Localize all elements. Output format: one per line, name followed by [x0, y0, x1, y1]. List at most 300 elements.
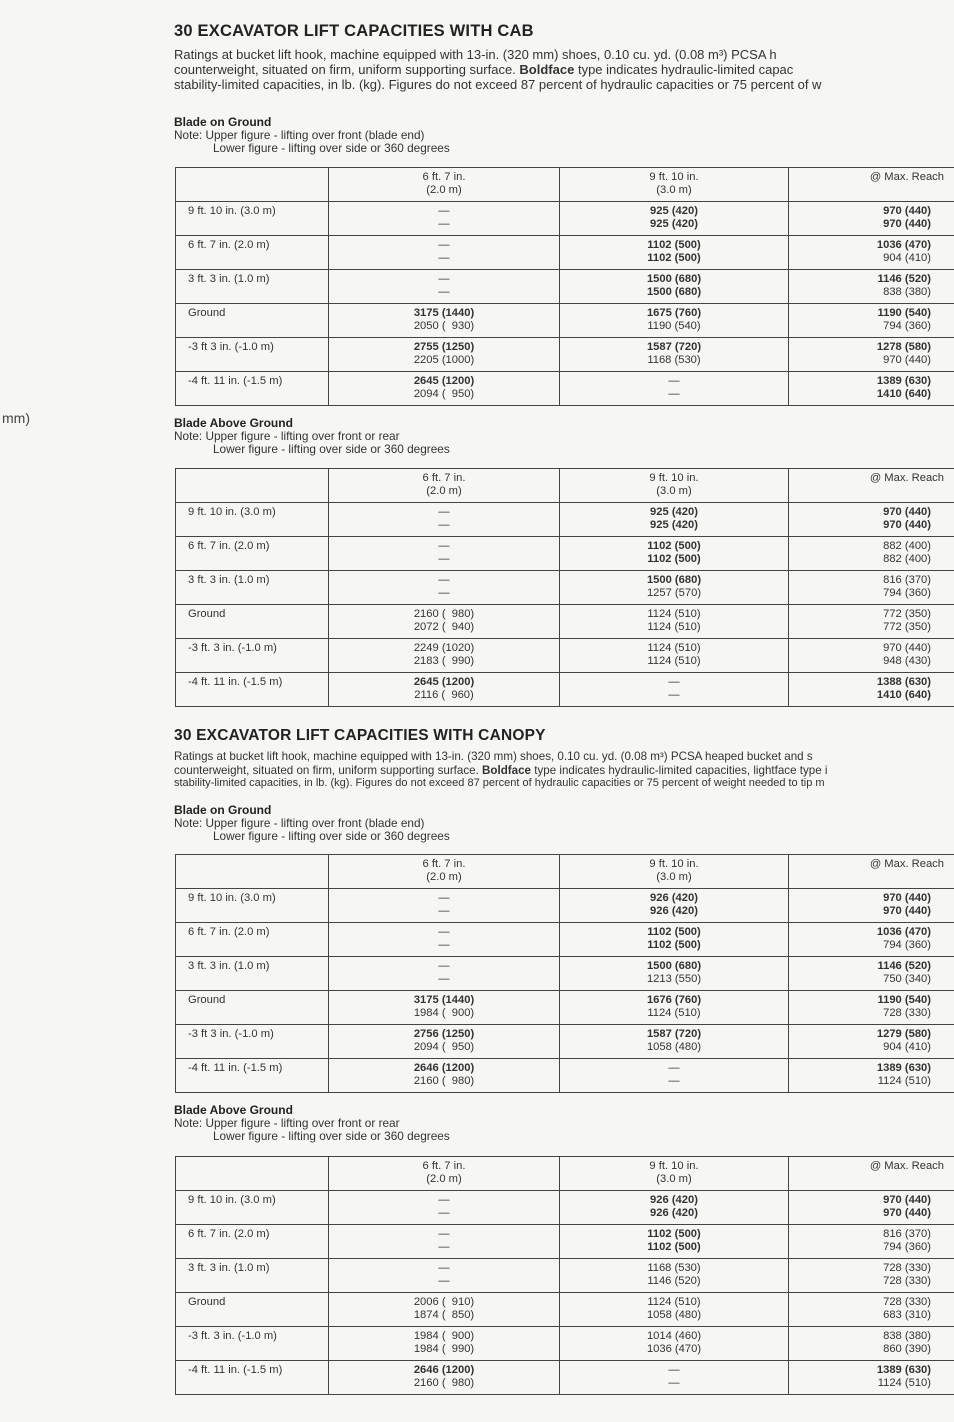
- table-row: [176, 304, 954, 338]
- header-cell-6ft7: [329, 168, 560, 202]
- row-height-label: [176, 270, 329, 304]
- table-note: Note: Upper figure - lifting over front (blade end) Lower figure - lifting over side or 360 degrees: [174, 816, 450, 843]
- capacity-value: 926 (420): [650, 1207, 698, 1219]
- capacity-value: 2756 (1250): [413, 1028, 475, 1040]
- value-cell-max-reach: [789, 202, 954, 236]
- capacity-value: —: [438, 973, 450, 985]
- row-height-label: [176, 1191, 329, 1225]
- capacity-value: 772 (350): [883, 608, 931, 620]
- capacity-value: —: [668, 1062, 680, 1074]
- table-note: Note: Upper figure - lifting over front (blade end) Lower figure - lifting over side or 360 degrees: [174, 128, 450, 155]
- capacity-value: 1102 (500): [647, 540, 701, 552]
- row-height-label: [176, 1293, 329, 1327]
- capacity-value: 1675 (760): [646, 307, 702, 319]
- row-height-label: [176, 372, 329, 406]
- value-cell-6ft7: [329, 1025, 560, 1059]
- value-cell-max-reach: [789, 304, 954, 338]
- value-cell-6ft7: [329, 1259, 560, 1293]
- value-cell-6ft7: [329, 1225, 560, 1259]
- section-canopy: [174, 727, 954, 791]
- row-label: 6 ft. 7 in. (2.0 m): [188, 926, 270, 938]
- capacity-value: 1587 (720): [646, 1028, 702, 1040]
- capacity-value: 1587 (720): [646, 341, 702, 353]
- header-cell-max-reach: [789, 855, 954, 889]
- value-cell-max-reach: [789, 338, 954, 372]
- row-height-label: [176, 1259, 329, 1293]
- value-cell-max-reach: [789, 1225, 954, 1259]
- header-cell-max-reach: [789, 168, 954, 202]
- table-note: Note: Upper figure - lifting over front or rear Lower figure - lifting over side or 360 degrees: [174, 429, 450, 456]
- capacity-value: 1036 (470): [876, 926, 931, 938]
- capacity-value: 2116 ( 960): [414, 689, 474, 701]
- row-height-label: [176, 202, 329, 236]
- table-row: [176, 1191, 954, 1225]
- section-cab: [174, 22, 954, 92]
- capacity-value: 816 (370): [883, 574, 931, 586]
- capacity-value: 860 (390): [883, 1343, 931, 1355]
- capacity-value: 1124 (510): [877, 1075, 931, 1087]
- value-cell-9ft10: [560, 1361, 789, 1395]
- value-cell-9ft10: [560, 673, 789, 707]
- table-row: [176, 1225, 954, 1259]
- header-cell-9ft10: [560, 469, 789, 503]
- row-height-label: [176, 571, 329, 605]
- value-cell-9ft10: [560, 372, 789, 406]
- capacity-value: 904 (410): [883, 252, 931, 264]
- capacity-value: —: [668, 1377, 680, 1389]
- value-cell-max-reach: [789, 605, 954, 639]
- capacity-value: —: [668, 1075, 680, 1087]
- capacity-value: 683 (310): [883, 1309, 931, 1321]
- header-row: [176, 469, 954, 503]
- row-label: 6 ft. 7 in. (2.0 m): [188, 540, 270, 552]
- capacity-value: 1168 (530): [647, 354, 701, 366]
- capacity-value: —: [668, 1364, 680, 1376]
- capacity-value: 1124 (510): [647, 1007, 701, 1019]
- table-row: [176, 889, 954, 923]
- header-text: 9 ft. 10 in.: [649, 858, 699, 870]
- capacity-value: 2006 ( 910): [413, 1296, 475, 1308]
- header-cell-9ft10: [560, 1157, 789, 1191]
- capacity-value: —: [438, 1241, 450, 1253]
- value-cell-max-reach: [789, 1059, 954, 1093]
- row-height-label: [176, 236, 329, 270]
- capacity-value: 1213 (550): [646, 973, 702, 985]
- value-cell-max-reach: [789, 923, 954, 957]
- capacity-value: 925 (420): [650, 205, 698, 217]
- value-cell-6ft7: [329, 503, 560, 537]
- row-label: 3 ft. 3 in. (1.0 m): [188, 574, 270, 586]
- value-cell-max-reach: [789, 673, 954, 707]
- capacity-value: 2249 (1020): [413, 642, 475, 654]
- row-label: 9 ft. 10 in. (3.0 m): [188, 506, 276, 518]
- row-height-label: [176, 1361, 329, 1395]
- capacity-value: 1124 (510): [647, 1296, 701, 1308]
- capacity-value: —: [438, 1228, 450, 1240]
- capacity-value: —: [668, 375, 680, 387]
- header-text: 6 ft. 7 in.: [422, 171, 466, 183]
- row-height-label: [176, 923, 329, 957]
- row-label: Ground: [188, 1296, 226, 1308]
- value-cell-6ft7: [329, 991, 560, 1025]
- capacity-value: 925 (420): [650, 519, 698, 531]
- section-title: 30 EXCAVATOR LIFT CAPACITIES WITH CAB: [174, 22, 534, 40]
- capacity-value: 1410 (640): [876, 689, 931, 701]
- header-empty-cell: [176, 855, 329, 889]
- table-row: [176, 202, 954, 236]
- capacity-value: —: [438, 252, 450, 264]
- row-label: -4 ft. 11 in. (-1.5 m): [188, 676, 283, 688]
- capacity-value: 1036 (470): [876, 239, 931, 251]
- capacity-value: 838 (380): [883, 286, 931, 298]
- row-height-label: [176, 338, 329, 372]
- lift-table: [175, 468, 954, 707]
- value-cell-max-reach: [789, 270, 954, 304]
- capacity-value: 926 (420): [650, 892, 698, 904]
- row-height-label: [176, 673, 329, 707]
- row-height-label: [176, 639, 329, 673]
- row-label: -3 ft 3 in. (-1.0 m): [188, 1028, 274, 1040]
- header-cell-6ft7: [329, 1157, 560, 1191]
- capacity-value: —: [438, 960, 450, 972]
- value-cell-6ft7: [329, 923, 560, 957]
- value-cell-9ft10: [560, 537, 789, 571]
- capacity-value: 2645 (1200): [413, 375, 475, 387]
- value-cell-6ft7: [329, 270, 560, 304]
- table-row: [176, 923, 954, 957]
- row-label: 9 ft. 10 in. (3.0 m): [188, 892, 276, 904]
- capacity-value: 1124 (510): [647, 608, 701, 620]
- lift-table: [175, 1156, 954, 1395]
- section-description: Ratings at bucket lift hook, machine equipped with 13-in. (320 mm) shoes, 0.10 cu. yd. (0.08 m³) PCSA h counterweight, situated on firm, uniform supporting surface. Boldface type indicates hydraulic-limited capac stability-limited capacities, in lb. (kg). Figures do not exceed 87 percent of hydraulic capacities or 75 percent of w: [174, 47, 822, 92]
- value-cell-9ft10: [560, 304, 789, 338]
- capacity-value: 926 (420): [650, 905, 698, 917]
- capacity-value: 1389 (630): [876, 1364, 931, 1376]
- value-cell-9ft10: [560, 236, 789, 270]
- value-cell-max-reach: [789, 1293, 954, 1327]
- table-row: [176, 605, 954, 639]
- table-row: [176, 1259, 954, 1293]
- capacity-value: 750 (340): [883, 973, 931, 985]
- header-cell-6ft7: [329, 855, 560, 889]
- capacity-value: 1676 (760): [646, 994, 702, 1006]
- row-height-label: [176, 537, 329, 571]
- header-text: 6 ft. 7 in.: [422, 1160, 466, 1172]
- table-row: [176, 338, 954, 372]
- capacity-value: 882 (400): [883, 553, 931, 565]
- value-cell-9ft10: [560, 923, 789, 957]
- lift-table: [175, 854, 954, 1093]
- table-subtitle: Blade Above Ground: [174, 1103, 293, 1117]
- capacity-value: 1058 (480): [646, 1041, 702, 1053]
- header-cell-max-reach: [789, 469, 954, 503]
- header-text: (3.0 m): [656, 485, 692, 497]
- capacity-value: —: [438, 540, 450, 552]
- capacity-value: 1102 (500): [647, 553, 701, 565]
- table-note: Note: Upper figure - lifting over front or rear Lower figure - lifting over side or 360 degrees: [174, 1116, 450, 1143]
- row-label: 9 ft. 10 in. (3.0 m): [188, 1194, 276, 1206]
- value-cell-6ft7: [329, 537, 560, 571]
- table-row: [176, 1059, 954, 1093]
- capacity-value: 2645 (1200): [413, 676, 475, 688]
- capacity-value: 926 (420): [650, 1194, 698, 1206]
- capacity-value: 1388 (630): [876, 676, 931, 688]
- capacity-value: 1146 (520): [647, 1275, 701, 1287]
- capacity-value: —: [438, 286, 450, 298]
- header-text: @ Max. Reach: [869, 171, 944, 183]
- header-text: 9 ft. 10 in.: [649, 1160, 699, 1172]
- stray-margin-text: mm): [2, 410, 30, 426]
- value-cell-6ft7: [329, 236, 560, 270]
- table-row: [176, 957, 954, 991]
- table-row: [176, 639, 954, 673]
- value-cell-6ft7: [329, 1327, 560, 1361]
- capacity-value: —: [438, 1207, 450, 1219]
- capacity-value: —: [668, 689, 680, 701]
- capacity-value: 838 (380): [883, 1330, 931, 1342]
- row-label: -4 ft. 11 in. (-1.5 m): [188, 1364, 283, 1376]
- capacity-value: 1124 (510): [647, 621, 701, 633]
- capacity-value: 772 (350): [883, 621, 931, 633]
- capacity-value: 728 (330): [883, 1007, 931, 1019]
- value-cell-9ft10: [560, 202, 789, 236]
- table-row: [176, 537, 954, 571]
- capacity-value: 1984 ( 900): [413, 1330, 475, 1342]
- capacity-value: 1410 (640): [876, 388, 931, 400]
- capacity-value: 728 (330): [883, 1275, 931, 1287]
- capacity-value: 2755 (1250): [413, 341, 475, 353]
- header-text: (3.0 m): [656, 184, 692, 196]
- value-cell-9ft10: [560, 1191, 789, 1225]
- capacity-value: 1278 (580): [876, 341, 931, 353]
- row-label: 3 ft. 3 in. (1.0 m): [188, 960, 270, 972]
- capacity-value: 2072 ( 940): [413, 621, 475, 633]
- header-row: [176, 168, 954, 202]
- table-heading: [174, 804, 954, 843]
- capacity-value: 1389 (630): [876, 1062, 931, 1074]
- table-row: [176, 1361, 954, 1395]
- capacity-value: 1102 (500): [647, 252, 701, 264]
- value-cell-max-reach: [789, 372, 954, 406]
- header-row: [176, 855, 954, 889]
- header-text: 9 ft. 10 in.: [649, 472, 699, 484]
- capacity-value: 1257 (570): [646, 587, 702, 599]
- value-cell-9ft10: [560, 889, 789, 923]
- row-label: 3 ft. 3 in. (1.0 m): [188, 273, 270, 285]
- capacity-value: 2646 (1200): [413, 1364, 475, 1376]
- row-label: Ground: [188, 307, 226, 319]
- capacity-value: 925 (420): [650, 506, 698, 518]
- header-cell-max-reach: [789, 1157, 954, 1191]
- header-text: 6 ft. 7 in.: [422, 472, 466, 484]
- capacity-value: 1102 (500): [647, 926, 701, 938]
- section-description: Ratings at bucket lift hook, machine equipped with 13-in. (320 mm) shoes, 0.10 cu. yd. (0.08 m³) PCSA heaped bucket and s counterweight, situated on firm, uniform supporting surface. Boldface type indicates hydraulic-limited capacities, lightface type i stability-limited capacities, in lb. (kg). Figures do not exceed 87 percent of hydraulic capacities or 75 percent of weight needed to tip m: [174, 750, 828, 789]
- capacity-value: 2205 (1000): [413, 354, 475, 366]
- value-cell-6ft7: [329, 1293, 560, 1327]
- value-cell-6ft7: [329, 571, 560, 605]
- value-cell-9ft10: [560, 991, 789, 1025]
- capacity-value: 2050 ( 930): [413, 320, 475, 332]
- row-label: Ground: [188, 608, 226, 620]
- header-text: (2.0 m): [426, 871, 462, 883]
- value-cell-9ft10: [560, 1059, 789, 1093]
- value-cell-6ft7: [329, 957, 560, 991]
- row-label: 6 ft. 7 in. (2.0 m): [188, 1228, 270, 1240]
- row-height-label: [176, 1025, 329, 1059]
- row-label: Ground: [188, 994, 226, 1006]
- capacity-value: 970 (440): [883, 354, 931, 366]
- table-row: [176, 1025, 954, 1059]
- capacity-value: 970 (440): [883, 519, 931, 531]
- capacity-value: 882 (400): [883, 540, 931, 552]
- header-empty-cell: [176, 469, 329, 503]
- capacity-value: 970 (440): [883, 905, 931, 917]
- value-cell-9ft10: [560, 270, 789, 304]
- header-cell-9ft10: [560, 168, 789, 202]
- header-row: [176, 1157, 954, 1191]
- capacity-value: —: [438, 926, 450, 938]
- capacity-value: —: [438, 587, 450, 599]
- capacity-value: 1500 (680): [646, 960, 702, 972]
- capacity-value: 1102 (500): [647, 939, 701, 951]
- header-text: (3.0 m): [656, 871, 692, 883]
- row-height-label: [176, 304, 329, 338]
- capacity-value: 970 (440): [883, 506, 931, 518]
- value-cell-9ft10: [560, 1025, 789, 1059]
- capacity-value: 1146 (520): [877, 273, 931, 285]
- table-row: [176, 372, 954, 406]
- capacity-value: 1500 (680): [646, 574, 702, 586]
- header-text: @ Max. Reach: [869, 858, 944, 870]
- capacity-value: 904 (410): [883, 1041, 931, 1053]
- header-empty-cell: [176, 168, 329, 202]
- header-text: @ Max. Reach: [869, 1160, 944, 1172]
- value-cell-max-reach: [789, 503, 954, 537]
- value-cell-6ft7: [329, 889, 560, 923]
- row-label: 6 ft. 7 in. (2.0 m): [188, 239, 270, 251]
- capacity-value: 794 (360): [883, 1241, 931, 1253]
- capacity-value: —: [438, 1194, 450, 1206]
- value-cell-6ft7: [329, 1361, 560, 1395]
- row-label: -4 ft. 11 in. (-1.5 m): [188, 1062, 283, 1074]
- row-label: -3 ft 3 in. (-1.0 m): [188, 341, 274, 353]
- capacity-value: 925 (420): [650, 218, 698, 230]
- table-heading: [174, 116, 954, 155]
- capacity-value: —: [668, 388, 680, 400]
- value-cell-6ft7: [329, 673, 560, 707]
- section-title: 30 EXCAVATOR LIFT CAPACITIES WITH CANOPY: [174, 727, 546, 744]
- value-cell-6ft7: [329, 202, 560, 236]
- capacity-value: —: [438, 239, 450, 251]
- header-text: (2.0 m): [426, 184, 462, 196]
- row-label: 3 ft. 3 in. (1.0 m): [188, 1262, 270, 1274]
- header-text: @ Max. Reach: [869, 472, 944, 484]
- table-row: [176, 571, 954, 605]
- capacity-value: 2183 ( 990): [413, 655, 475, 667]
- header-empty-cell: [176, 1157, 329, 1191]
- value-cell-9ft10: [560, 503, 789, 537]
- capacity-value: 1102 (500): [647, 239, 701, 251]
- value-cell-max-reach: [789, 236, 954, 270]
- value-cell-max-reach: [789, 957, 954, 991]
- value-cell-max-reach: [789, 991, 954, 1025]
- header-text: 9 ft. 10 in.: [649, 171, 699, 183]
- row-height-label: [176, 605, 329, 639]
- value-cell-9ft10: [560, 1259, 789, 1293]
- capacity-value: —: [438, 574, 450, 586]
- capacity-value: 1036 (470): [646, 1343, 702, 1355]
- table-subtitle: Blade on Ground: [174, 115, 272, 129]
- capacity-value: 970 (440): [883, 1194, 931, 1206]
- table-subtitle: Blade Above Ground: [174, 416, 293, 430]
- row-label: 9 ft. 10 in. (3.0 m): [188, 205, 276, 217]
- capacity-value: 2160 ( 980): [413, 1377, 475, 1389]
- capacity-value: —: [438, 506, 450, 518]
- value-cell-max-reach: [789, 537, 954, 571]
- capacity-value: 1190 (540): [877, 994, 931, 1006]
- capacity-value: 1984 ( 990): [413, 1343, 475, 1355]
- value-cell-9ft10: [560, 1293, 789, 1327]
- value-cell-6ft7: [329, 639, 560, 673]
- capacity-value: 794 (360): [883, 587, 931, 599]
- capacity-value: 1168 (530): [647, 1262, 701, 1274]
- capacity-value: 2160 ( 980): [413, 1075, 475, 1087]
- row-height-label: [176, 889, 329, 923]
- capacity-value: 728 (330): [883, 1262, 931, 1274]
- capacity-value: —: [438, 519, 450, 531]
- table-row: [176, 673, 954, 707]
- capacity-value: —: [438, 1262, 450, 1274]
- capacity-value: —: [438, 205, 450, 217]
- capacity-value: 1124 (510): [877, 1377, 931, 1389]
- value-cell-9ft10: [560, 571, 789, 605]
- capacity-value: —: [438, 553, 450, 565]
- capacity-value: —: [438, 905, 450, 917]
- value-cell-max-reach: [789, 571, 954, 605]
- capacity-value: 3175 (1440): [413, 307, 475, 319]
- capacity-value: 1014 (460): [646, 1330, 702, 1342]
- header-text: (3.0 m): [656, 1173, 692, 1185]
- capacity-value: 1984 ( 900): [413, 1007, 475, 1019]
- capacity-value: 970 (440): [883, 892, 931, 904]
- capacity-value: 948 (430): [883, 655, 931, 667]
- row-height-label: [176, 503, 329, 537]
- header-text: (2.0 m): [426, 1173, 462, 1185]
- capacity-value: 816 (370): [883, 1228, 931, 1240]
- value-cell-6ft7: [329, 1059, 560, 1093]
- capacity-value: 2094 ( 950): [413, 1041, 475, 1053]
- value-cell-max-reach: [789, 1361, 954, 1395]
- table-row: [176, 991, 954, 1025]
- capacity-value: 1874 ( 850): [413, 1309, 475, 1321]
- capacity-value: 2160 ( 980): [413, 608, 475, 620]
- capacity-value: 1190 (540): [647, 320, 701, 332]
- value-cell-6ft7: [329, 605, 560, 639]
- row-label: -3 ft. 3 in. (-1.0 m): [188, 642, 277, 654]
- capacity-value: 1124 (510): [647, 655, 701, 667]
- table-row: [176, 270, 954, 304]
- capacity-value: 3175 (1440): [413, 994, 475, 1006]
- capacity-value: 970 (440): [883, 1207, 931, 1219]
- capacity-value: 970 (440): [883, 218, 931, 230]
- row-label: -4 ft. 11 in. (-1.5 m): [188, 375, 283, 387]
- capacity-value: 1389 (630): [876, 375, 931, 387]
- table-row: [176, 236, 954, 270]
- capacity-value: 2646 (1200): [413, 1062, 475, 1074]
- capacity-value: 1190 (540): [877, 307, 931, 319]
- capacity-value: —: [668, 676, 680, 688]
- value-cell-max-reach: [789, 1191, 954, 1225]
